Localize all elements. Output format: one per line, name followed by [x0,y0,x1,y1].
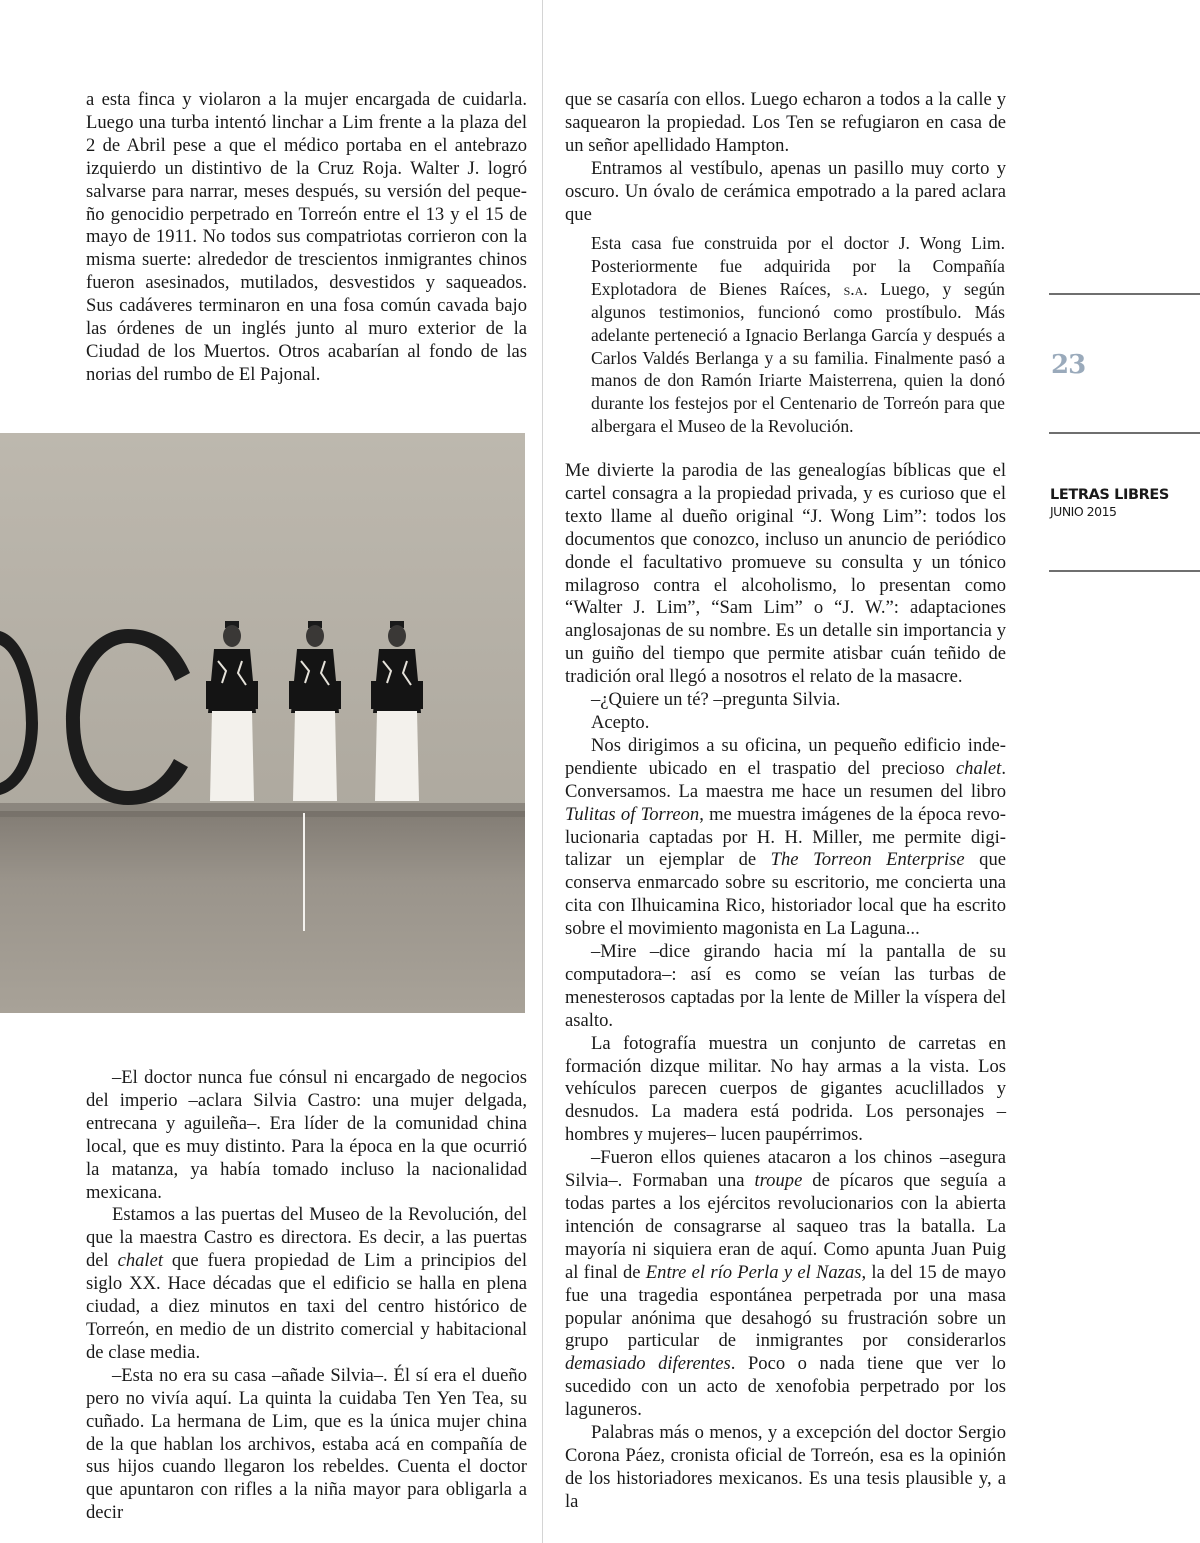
photo-wall-base-shadow [0,803,525,817]
left-column-bottom [86,1067,527,1525]
sidebar-rule-middle [1049,432,1200,434]
left-column-top [86,89,527,387]
right-column-top [565,89,1006,226]
plaque-quote: Esta casa fue construida por el doctor J. Wong Lim. Posteriormente fue adquirida por la Compañía Explotadora de Bienes Raíces, s.a. Luego, y según algunos testimonios, funcionó como prostíbulo. Más adelante perteneció a Ignacio Berlanga García y después a Carlos Valdés Berlanga y a su familia. Finalmente pasó a manos de don Ramón Iriarte Maisterrena, quien la donó durante los festejos por el Centenario de Torreón para que albergara el Museo de la Revolución. [591,233,1005,437]
body-paragraph: Estamos a las puertas del Museo de la Revolución, del que la maestra Castro es directora. Es decir, a las puertas del chalet que fuera propiedad de Lim a principios del siglo XX. Hace décadas que el edificio se halla en plena ciudad, a diez minutos en taxi del centro histórico de Torreón, en medio de un distrito comercial y habitacional de clase media. [86,1204,527,1363]
right-column-bottom [565,460,1006,1514]
body-paragraph: Nos dirigimos a su oficina, un pequeño edificio independiente ubicado en el traspatio del precioso chalet. Conversamos. La maestra me hace un resumen del libro Tulitas of Torreon, me muestra imágenes de la época revolucionaria captadas por H. H. Miller, me permite digitalizar un ejemplar de The Torreon Enterprise que conserva enmarcado sobre su escritorio, me concierta una cita con Ilhuicamina Rico, historiador local que ha escrito sobre el movimiento magonista en La Laguna... [565,734,1006,940]
page-number: 23 [1051,350,1086,380]
body-paragraph: La fotografía muestra un conjunto de carretas en formación dizque militar. No hay armas a la vista. Los vehículos parecen cuerpos de gigantes acuclillados y desnudos. La madera está podrida. Los personajes –hombres y mujeres– lucen paupérrimos. [565,1032,1006,1146]
body-paragraph: que se casaría con ellos. Luego echaron a todos a la calle y saquearon la propiedad. Los Ten se refugiaron en casa de un señor apellidado Hampton. [565,89,1006,156]
magazine-name: LETRAS LIBRES [1050,487,1169,503]
issue-date: JUNIO 2015 [1050,504,1117,519]
body-paragraph: Entramos al vestíbulo, apenas un pasillo muy corto y oscuro. Un óvalo de cerámica empotrado a la pared aclara que [565,157,1006,225]
sidebar-rule-bottom [1049,570,1200,572]
sidebar-rule-top [1049,293,1200,295]
body-paragraph: –Mire –dice girando hacia mí la pantalla de su computadora–: así es como se veían las turbas de menesterosos captadas por la lente de Miller la víspera del asalto. [565,941,1006,1031]
photo-ground [0,811,525,1013]
dialogue-line: –¿Quiere un té? –pregunta Silvia. [591,689,841,711]
gutter-divider [542,0,543,1543]
archival-photo [0,433,525,1013]
dialogue-line: Acepto. [591,711,650,733]
body-paragraph: –El doctor nunca fue cónsul ni encargado de negocios del imperio –aclara Silvia Castro: una mujer delgada, entrecana y aguileña–. Era líder de la comunidad china local, que es muy distinto. Para la época en la que ocurrió la matanza, ya había tomado incluso la nacionalidad mexicana. [86,1067,527,1203]
body-paragraph: Me divierte la parodia de las genealogías bíblicas que el cartel consagra a la propiedad privada, y es curioso que el texto llame al dueño original “J. Wong Lim”: todos los documentos que conozco, incluso un anuncio de periódico donde el facultativo promueve su consulta y un tónico milagroso contra el alcoholismo, lo presentan como “Walter J. Lim”, “Sam Lim” o “J. W.”: adaptaciones anglosajonas de su nombre. Es un detalle sin importancia y un guiño del tiempo que permite atisbar cuán teñido de tradición oral llegó a nosotros el relato de la masacre. [565,460,1006,688]
body-paragraph: a esta finca y violaron a la mujer encargada de cuidarla. Luego una turba intentó linchar a Lim frente a la plaza del 2 de Abril pese a que el médico portaba en el antebrazo izquierdo un distintivo de la Cruz Roja. Walter J. logró salvarse para narrar, meses después, su versión del pequeño genocidio perpetrado en Torreón entre el 13 y el 15 de mayo de 1911. No todos sus compatriotas corrieron con la misma suerte: alrededor de trescientos inmigrantes chinos fueron asesinados, mutilados, desvestidos y saqueados. Sus cadáveres terminaron en una fosa común cavada bajo las órdenes de un inglés junto al muro exterior de la Ciudad de los Muertos. Otros acabarían al fondo de las norias del rumbo de El Pajonal. [86,89,527,385]
body-paragraph: Palabras más o menos, y a excepción del doctor Sergio Corona Páez, cronista oficial de Torreón, esa es la opinión de los historiadores mexicanos. Es una tesis plausible y, a la [565,1422,1006,1512]
body-paragraph: –Fueron ellos quienes atacaron a los chinos –asegura Silvia–. Formaban una troupe de pícaros que seguía a todas partes a los ejércitos revolucionarios con la abierta intención de consagrarse al saqueo tras la batalla. La mayoría ni siquiera eran de aquí. Como apunta Juan Puig al final de Entre el río Perla y el Nazas, la del 15 de mayo fue una tragedia espontánea perpetrada por una masa popular anónima que desahogó su frustración sobre un grupo particular de inmigrantes por considerarlos demasiado diferentes. Poco o nada tiene que ver lo sucedido con un acto de xenofobia perpetrado por los laguneros. [565,1147,1006,1421]
body-paragraph: –Esta no era su casa –añade Silvia–. Él sí era el dueño pero no vivía aquí. La quinta la cuidaba Ten Yen Tea, su cuñado. La hermana de Lim, que es la única mujer china de la que hablan los archivos, estaba acá en compañía de sus hijos cuando llegaron los rebeldes. Cuenta el doctor que apuntaron con rifles a la niña mayor para obligarla a decir [86,1364,527,1524]
